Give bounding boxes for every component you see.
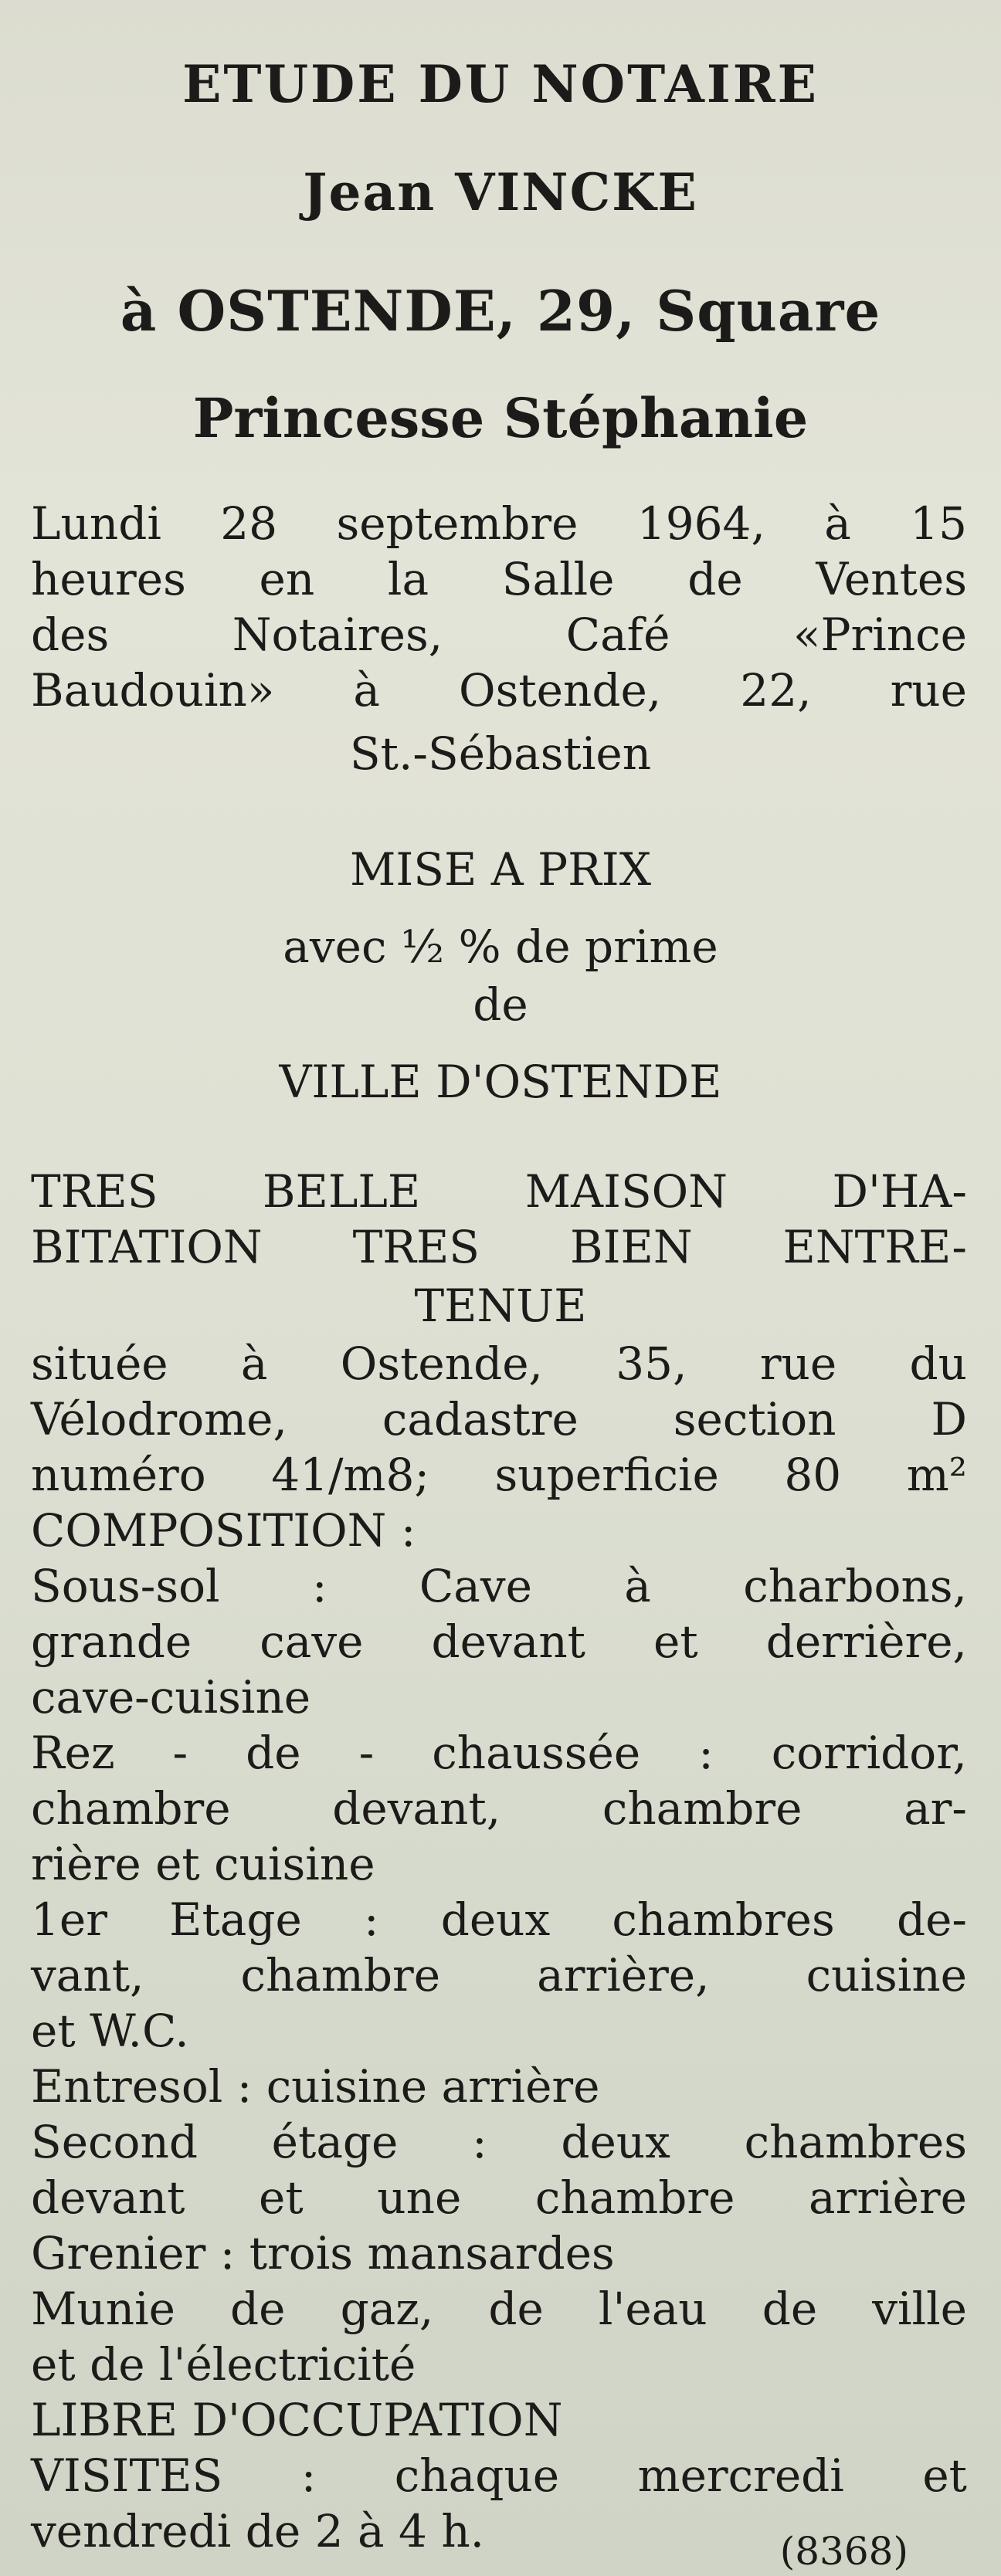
notary-office-title: ETUDE DU NOTAIRE (182, 54, 819, 114)
body-line: devant et une chambre arrière (31, 2171, 967, 2224)
sale-heading: MISE A PRIX (349, 843, 652, 896)
body-line: Grenier : trois mansardes (31, 2227, 615, 2279)
body-line: rière et cuisine (31, 1838, 375, 1890)
body-line: cave-cuisine (31, 1671, 311, 1724)
body-line: située à Ostende, 35, rue du (31, 1337, 967, 1390)
body-line: chambre devant, chambre ar- (31, 1782, 967, 1835)
sale-premium: avec ½ % de prime (283, 920, 718, 973)
sale-city: VILLE D'OSTENDE (279, 1056, 722, 1108)
property-title-line: TRES BELLE MAISON D'HA- (31, 1165, 967, 1218)
body-line: Munie de gaz, de l'eau de ville (31, 2283, 967, 2335)
intro-line: Lundi 28 septembre 1964, à 15 (31, 497, 967, 550)
intro-line: St.-Sébastien (349, 727, 652, 780)
property-title-line: BITATION TRES BIEN ENTRE- (31, 1221, 967, 1273)
body-line: 1er Etage : deux chambres de- (31, 1893, 967, 1946)
body-line: et W.C. (31, 2005, 189, 2057)
body-line: LIBRE D'OCCUPATION (31, 2394, 563, 2446)
property-title-line: TENUE (414, 1280, 587, 1332)
body-line: COMPOSITION : (31, 1504, 416, 1557)
sale-of: de (473, 978, 528, 1031)
body-line: numéro 41/m8; superficie 80 m² (31, 1449, 967, 1501)
body-line: vant, chambre arrière, cuisine (31, 1949, 967, 2001)
body-line: VISITES : chaque mercredi et (31, 2449, 967, 2502)
body-line: Second étage : deux chambres (31, 2116, 967, 2168)
reference-number: (8368) (779, 2529, 908, 2574)
body-line: Sous-sol : Cave à charbons, (31, 1560, 967, 1612)
body-line: et de l'électricité (31, 2338, 416, 2391)
notary-address-line2: Princesse Stéphanie (192, 386, 809, 450)
body-line: Entresol : cuisine arrière (31, 2060, 600, 2113)
notary-address-line1: à OSTENDE, 29, Square (120, 278, 881, 344)
intro-line: Baudouin» à Ostende, 22, rue (31, 664, 967, 717)
notary-name: Jean VINCKE (303, 162, 698, 222)
body-line: grande cave devant et derrière, (31, 1615, 967, 1668)
intro-line: heures en la Salle de Ventes (31, 553, 967, 605)
intro-line: des Notaires, Café «Prince (31, 608, 967, 661)
body-line: Rez - de - chaussée : corridor, (31, 1727, 967, 1779)
body-line: vendredi de 2 à 4 h. (31, 2505, 485, 2557)
body-line: Vélodrome, cadastre section D (31, 1393, 967, 1446)
